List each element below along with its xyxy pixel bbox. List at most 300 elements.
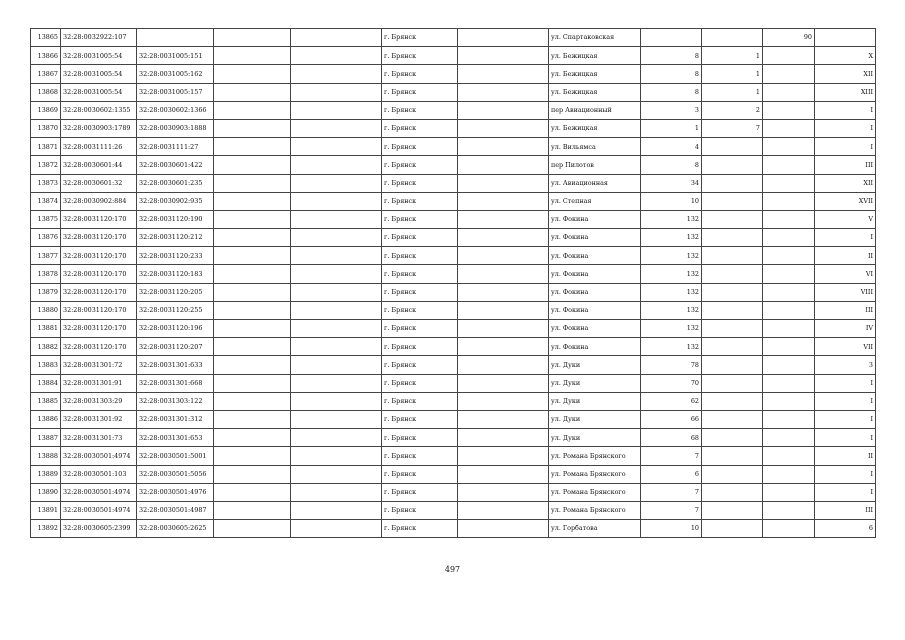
cell-empty — [214, 320, 291, 338]
cell-street: ул. Спартаковская — [549, 29, 641, 47]
cell-number-2 — [763, 392, 815, 410]
cell-premises-number: 3 — [815, 356, 876, 374]
cell-cadastral-number: 32:28:0031120:255 — [137, 301, 214, 319]
cell-empty — [291, 156, 382, 174]
cell-street: ул. Степная — [549, 192, 641, 210]
table-row — [31, 374, 876, 392]
cell-empty — [291, 374, 382, 392]
cell-empty — [291, 101, 382, 119]
cell-city: г. Брянск — [382, 501, 458, 519]
cell-cadastral-parent: 32:28:0031120:170 — [61, 229, 137, 247]
cell-empty — [291, 501, 382, 519]
cell-empty — [458, 447, 549, 465]
cell-empty — [458, 138, 549, 156]
cell-city: г. Брянск — [382, 174, 458, 192]
cell-number-2 — [763, 301, 815, 319]
cell-house-number: 68 — [641, 429, 702, 447]
cell-cadastral-parent: 32:28:0030501:103 — [61, 465, 137, 483]
cell-cadastral-number: 32:28:0030602:1366 — [137, 101, 214, 119]
cell-cadastral-parent: 32:28:0031005:54 — [61, 83, 137, 101]
cell-number — [702, 320, 763, 338]
cell-empty — [458, 283, 549, 301]
cell-row-number: 13877 — [31, 247, 61, 265]
cell-number — [702, 483, 763, 501]
cell-empty — [291, 520, 382, 538]
cell-empty — [458, 520, 549, 538]
cell-empty — [214, 101, 291, 119]
cell-premises-number: II — [815, 447, 876, 465]
cell-empty — [458, 374, 549, 392]
cell-house-number: 132 — [641, 320, 702, 338]
cell-empty — [214, 65, 291, 83]
cell-street: ул. Фокина — [549, 320, 641, 338]
cell-row-number: 13885 — [31, 392, 61, 410]
cell-city: г. Брянск — [382, 65, 458, 83]
cell-empty — [458, 192, 549, 210]
cell-premises-number: IV — [815, 320, 876, 338]
cell-empty — [214, 465, 291, 483]
cell-city: г. Брянск — [382, 429, 458, 447]
cell-premises-number: I — [815, 119, 876, 137]
cell-row-number: 13876 — [31, 229, 61, 247]
table-row — [31, 465, 876, 483]
cell-number — [702, 465, 763, 483]
cell-number-2 — [763, 174, 815, 192]
cell-premises-number: VII — [815, 338, 876, 356]
cell-row-number: 13882 — [31, 338, 61, 356]
cell-city: г. Брянск — [382, 410, 458, 428]
cell-street: ул. Фокина — [549, 229, 641, 247]
cell-premises-number: VI — [815, 265, 876, 283]
cell-row-number: 13873 — [31, 174, 61, 192]
table-row — [31, 192, 876, 210]
cell-cadastral-parent: 32:28:0031303:29 — [61, 392, 137, 410]
cell-city: г. Брянск — [382, 465, 458, 483]
cell-row-number: 13867 — [31, 65, 61, 83]
table-row — [31, 229, 876, 247]
cell-empty — [291, 447, 382, 465]
cell-city: г. Брянск — [382, 483, 458, 501]
table-row — [31, 483, 876, 501]
cell-premises-number: II — [815, 247, 876, 265]
cell-number-2 — [763, 47, 815, 65]
cell-city: г. Брянск — [382, 29, 458, 47]
cell-premises-number: III — [815, 501, 876, 519]
cell-number-2 — [763, 229, 815, 247]
cell-empty — [291, 356, 382, 374]
cell-row-number: 13890 — [31, 483, 61, 501]
cell-cadastral-number: 32:28:0030903:1888 — [137, 119, 214, 137]
cell-row-number: 13875 — [31, 210, 61, 228]
cell-house-number: 7 — [641, 501, 702, 519]
table-row — [31, 410, 876, 428]
cell-cadastral-parent: 32:28:0030602:1355 — [61, 101, 137, 119]
cell-number-2 — [763, 483, 815, 501]
cell-row-number: 13872 — [31, 156, 61, 174]
cell-empty — [214, 392, 291, 410]
cell-row-number: 13887 — [31, 429, 61, 447]
cell-empty — [291, 338, 382, 356]
cell-city: г. Брянск — [382, 374, 458, 392]
cell-premises-number: XVII — [815, 192, 876, 210]
cell-empty — [458, 229, 549, 247]
cell-house-number: 78 — [641, 356, 702, 374]
cell-house-number: 132 — [641, 338, 702, 356]
cell-cadastral-number: 32:28:0030902:935 — [137, 192, 214, 210]
cell-cadastral-number: 32:28:0030601:235 — [137, 174, 214, 192]
cell-empty — [291, 83, 382, 101]
cell-house-number: 8 — [641, 156, 702, 174]
cell-cadastral-parent: 32:28:0030601:32 — [61, 174, 137, 192]
cell-number — [702, 210, 763, 228]
cell-house-number: 132 — [641, 265, 702, 283]
cell-street: ул. Бежицкая — [549, 83, 641, 101]
cell-house-number: 1 — [641, 119, 702, 137]
cell-number: 1 — [702, 47, 763, 65]
cell-cadastral-parent: 32:28:0031120:170 — [61, 338, 137, 356]
cell-street: ул. Бежицкая — [549, 47, 641, 65]
cell-empty — [458, 210, 549, 228]
cell-row-number: 13871 — [31, 138, 61, 156]
cell-empty — [291, 283, 382, 301]
cell-empty — [291, 247, 382, 265]
cell-premises-number: I — [815, 138, 876, 156]
cell-number — [702, 520, 763, 538]
cell-cadastral-number: 32:28:0031301:633 — [137, 356, 214, 374]
cell-empty — [291, 320, 382, 338]
cell-cadastral-number: 32:28:0031303:122 — [137, 392, 214, 410]
cell-cadastral-parent: 32:28:0031120:170 — [61, 283, 137, 301]
cell-row-number: 13868 — [31, 83, 61, 101]
cell-empty — [214, 47, 291, 65]
cell-city: г. Брянск — [382, 320, 458, 338]
cell-city: г. Брянск — [382, 119, 458, 137]
cell-row-number: 13865 — [31, 29, 61, 47]
cell-house-number: 4 — [641, 138, 702, 156]
cell-empty — [291, 429, 382, 447]
cell-number — [702, 501, 763, 519]
cell-empty — [214, 447, 291, 465]
cell-city: г. Брянск — [382, 356, 458, 374]
cell-empty — [458, 174, 549, 192]
cell-cadastral-number: 32:28:0031120:212 — [137, 229, 214, 247]
cell-row-number: 13883 — [31, 356, 61, 374]
cell-row-number: 13888 — [31, 447, 61, 465]
cell-premises-number: XII — [815, 65, 876, 83]
cell-city: г. Брянск — [382, 392, 458, 410]
cell-number-2 — [763, 156, 815, 174]
cell-empty — [291, 47, 382, 65]
cell-street: ул. Романа Брянского — [549, 447, 641, 465]
cell-cadastral-parent: 32:28:0031120:170 — [61, 265, 137, 283]
cell-street: пер Пилотов — [549, 156, 641, 174]
cell-number-2 — [763, 520, 815, 538]
table-row — [31, 210, 876, 228]
cell-empty — [214, 83, 291, 101]
cell-row-number: 13866 — [31, 47, 61, 65]
cell-number — [702, 392, 763, 410]
cell-house-number: 10 — [641, 520, 702, 538]
cell-empty — [458, 301, 549, 319]
cell-house-number: 132 — [641, 210, 702, 228]
cell-premises-number: XIII — [815, 83, 876, 101]
cell-row-number: 13878 — [31, 265, 61, 283]
cell-number — [702, 301, 763, 319]
cell-street: ул. Дуки — [549, 392, 641, 410]
cell-row-number: 13881 — [31, 320, 61, 338]
table-row — [31, 156, 876, 174]
cell-row-number: 13889 — [31, 465, 61, 483]
table-row — [31, 247, 876, 265]
cell-number: 2 — [702, 101, 763, 119]
cell-empty — [458, 338, 549, 356]
cell-house-number — [641, 29, 702, 47]
cell-number-2 — [763, 138, 815, 156]
table-row — [31, 520, 876, 538]
cell-empty — [458, 156, 549, 174]
cell-empty — [458, 29, 549, 47]
cell-number-2 — [763, 447, 815, 465]
cell-empty — [291, 138, 382, 156]
cell-empty — [458, 410, 549, 428]
cell-empty — [458, 483, 549, 501]
cell-empty — [214, 138, 291, 156]
cell-premises-number: I — [815, 465, 876, 483]
cell-street: ул. Бежицкая — [549, 119, 641, 137]
cell-empty — [214, 338, 291, 356]
cell-house-number: 8 — [641, 83, 702, 101]
cell-city: г. Брянск — [382, 229, 458, 247]
cell-premises-number: I — [815, 374, 876, 392]
cell-street: ул. Фокина — [549, 301, 641, 319]
cell-cadastral-number: 32:28:0030501:5056 — [137, 465, 214, 483]
cell-row-number: 13870 — [31, 119, 61, 137]
cell-cadastral-number: 32:28:0031120:233 — [137, 247, 214, 265]
cell-city: г. Брянск — [382, 138, 458, 156]
cell-premises-number: I — [815, 410, 876, 428]
cell-city: г. Брянск — [382, 447, 458, 465]
cell-street: ул. Дуки — [549, 374, 641, 392]
cell-street: ул. Фокина — [549, 247, 641, 265]
cell-cadastral-parent: 32:28:0031301:91 — [61, 374, 137, 392]
cell-empty — [458, 119, 549, 137]
cell-number-2 — [763, 501, 815, 519]
cell-number — [702, 374, 763, 392]
cell-empty — [291, 410, 382, 428]
cell-number — [702, 338, 763, 356]
cell-number-2 — [763, 410, 815, 428]
cell-premises-number: V — [815, 210, 876, 228]
cell-empty — [214, 483, 291, 501]
cell-street: ул. Фокина — [549, 338, 641, 356]
table-row — [31, 83, 876, 101]
cell-empty — [214, 229, 291, 247]
cell-number-2: 90 — [763, 29, 815, 47]
cell-premises-number: I — [815, 429, 876, 447]
cell-empty — [214, 410, 291, 428]
cell-cadastral-number: 32:28:0030601:422 — [137, 156, 214, 174]
cell-number — [702, 29, 763, 47]
cell-house-number: 132 — [641, 229, 702, 247]
cell-cadastral-parent: 32:28:0030902:884 — [61, 192, 137, 210]
cell-empty — [214, 429, 291, 447]
table-row — [31, 138, 876, 156]
cell-cadastral-parent: 32:28:0030605:2399 — [61, 520, 137, 538]
cell-house-number: 132 — [641, 247, 702, 265]
table-row — [31, 283, 876, 301]
cell-number — [702, 283, 763, 301]
cell-city: г. Брянск — [382, 301, 458, 319]
cell-number — [702, 229, 763, 247]
cell-number-2 — [763, 65, 815, 83]
cell-empty — [291, 392, 382, 410]
cell-number-2 — [763, 265, 815, 283]
table-row — [31, 356, 876, 374]
cell-empty — [291, 65, 382, 83]
cell-cadastral-parent: 32:28:0031120:170 — [61, 210, 137, 228]
cell-house-number: 6 — [641, 465, 702, 483]
cell-premises-number: III — [815, 301, 876, 319]
cell-number — [702, 447, 763, 465]
cell-cadastral-parent: 32:28:0031120:170 — [61, 247, 137, 265]
cell-premises-number: I — [815, 392, 876, 410]
cell-house-number: 7 — [641, 483, 702, 501]
cell-cadastral-number: 32:28:0031005:162 — [137, 65, 214, 83]
cell-cadastral-number: 32:28:0031120:196 — [137, 320, 214, 338]
cell-empty — [214, 265, 291, 283]
cell-empty — [214, 210, 291, 228]
table-row — [31, 301, 876, 319]
cell-cadastral-parent: 32:28:0031301:72 — [61, 356, 137, 374]
table-row — [31, 320, 876, 338]
cell-city: г. Брянск — [382, 83, 458, 101]
cell-empty — [214, 156, 291, 174]
cell-cadastral-number: 32:28:0031005:157 — [137, 83, 214, 101]
cell-premises-number: III — [815, 156, 876, 174]
cell-cadastral-number — [137, 29, 214, 47]
cell-premises-number: X — [815, 47, 876, 65]
cell-cadastral-parent: 32:28:0031120:170 — [61, 320, 137, 338]
cell-house-number: 34 — [641, 174, 702, 192]
cell-empty — [214, 247, 291, 265]
cell-cadastral-parent: 32:28:0030903:1789 — [61, 119, 137, 137]
table-row — [31, 265, 876, 283]
cell-street: ул. Фокина — [549, 265, 641, 283]
cell-row-number: 13884 — [31, 374, 61, 392]
cell-city: г. Брянск — [382, 283, 458, 301]
cell-street: ул. Фокина — [549, 283, 641, 301]
cell-house-number: 3 — [641, 101, 702, 119]
cell-premises-number: XII — [815, 174, 876, 192]
cell-empty — [214, 374, 291, 392]
cell-number-2 — [763, 320, 815, 338]
cell-empty — [458, 356, 549, 374]
cell-cadastral-number: 32:28:0030501:4976 — [137, 483, 214, 501]
cell-house-number: 132 — [641, 301, 702, 319]
cell-empty — [458, 101, 549, 119]
table-row — [31, 29, 876, 47]
cell-number-2 — [763, 429, 815, 447]
cell-empty — [291, 483, 382, 501]
cell-city: г. Брянск — [382, 210, 458, 228]
table-row — [31, 65, 876, 83]
cell-number-2 — [763, 119, 815, 137]
cell-number-2 — [763, 83, 815, 101]
cell-house-number: 132 — [641, 283, 702, 301]
cell-empty — [214, 501, 291, 519]
cell-cadastral-parent: 32:28:0031301:92 — [61, 410, 137, 428]
cell-number — [702, 138, 763, 156]
cell-premises-number: VIII — [815, 283, 876, 301]
table-body — [31, 29, 876, 538]
table-row — [31, 174, 876, 192]
cell-empty — [458, 501, 549, 519]
table-row — [31, 392, 876, 410]
cell-number — [702, 174, 763, 192]
cell-empty — [458, 429, 549, 447]
cell-row-number: 13892 — [31, 520, 61, 538]
cell-house-number: 7 — [641, 447, 702, 465]
cell-number-2 — [763, 210, 815, 228]
cell-city: г. Брянск — [382, 338, 458, 356]
cell-cadastral-parent: 32:28:0030501:4974 — [61, 483, 137, 501]
cell-number-2 — [763, 247, 815, 265]
cell-city: г. Брянск — [382, 156, 458, 174]
cell-empty — [458, 247, 549, 265]
cell-house-number: 62 — [641, 392, 702, 410]
cell-empty — [291, 229, 382, 247]
cell-number-2 — [763, 356, 815, 374]
cell-row-number: 13869 — [31, 101, 61, 119]
cell-house-number: 8 — [641, 47, 702, 65]
cell-house-number: 10 — [641, 192, 702, 210]
cell-number-2 — [763, 101, 815, 119]
table-row — [31, 501, 876, 519]
page-number: 497 — [444, 565, 461, 574]
cell-house-number: 70 — [641, 374, 702, 392]
cell-empty — [458, 83, 549, 101]
cell-cadastral-number: 32:28:0030605:2625 — [137, 520, 214, 538]
cell-empty — [291, 265, 382, 283]
cell-house-number: 8 — [641, 65, 702, 83]
cell-cadastral-parent: 32:28:0032922:107 — [61, 29, 137, 47]
cell-street: пер Авиационный — [549, 101, 641, 119]
cell-number — [702, 429, 763, 447]
registry-table — [30, 28, 876, 538]
cell-cadastral-parent: 32:28:0030601:44 — [61, 156, 137, 174]
cell-number-2 — [763, 338, 815, 356]
cell-city: г. Брянск — [382, 247, 458, 265]
cell-empty — [458, 65, 549, 83]
cell-row-number: 13891 — [31, 501, 61, 519]
cell-number-2 — [763, 465, 815, 483]
table-row — [31, 447, 876, 465]
cell-row-number: 13886 — [31, 410, 61, 428]
cell-empty — [214, 29, 291, 47]
cell-premises-number: I — [815, 229, 876, 247]
cell-cadastral-number: 32:28:0031120:205 — [137, 283, 214, 301]
cell-premises-number: I — [815, 483, 876, 501]
cell-cadastral-parent: 32:28:0031301:73 — [61, 429, 137, 447]
cell-cadastral-number: 32:28:0031120:190 — [137, 210, 214, 228]
cell-number — [702, 247, 763, 265]
cell-empty — [458, 392, 549, 410]
cell-number-2 — [763, 283, 815, 301]
cell-empty — [214, 356, 291, 374]
cell-street: ул. Романа Брянского — [549, 483, 641, 501]
table-row — [31, 47, 876, 65]
cell-number-2 — [763, 192, 815, 210]
